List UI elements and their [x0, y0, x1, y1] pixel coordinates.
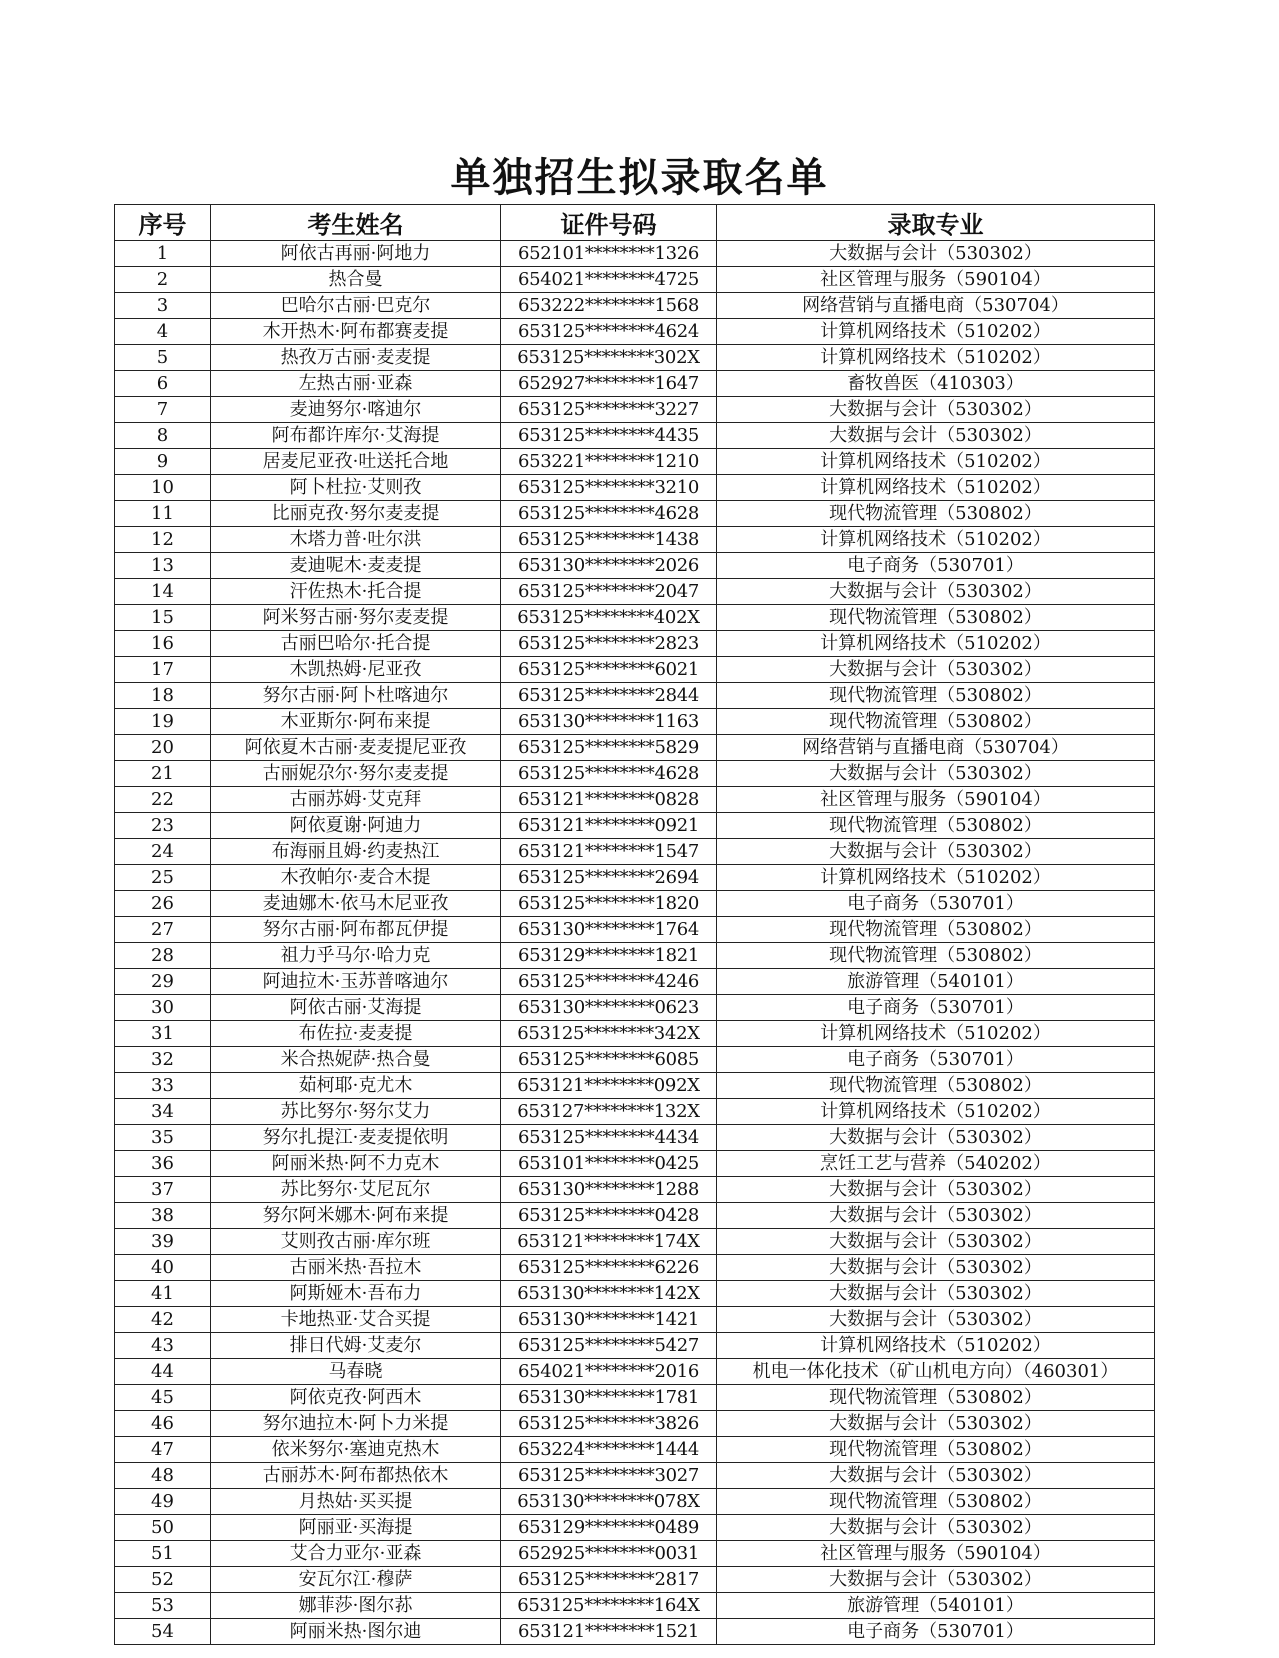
table-row — [115, 761, 1155, 787]
table-row — [115, 1073, 1155, 1099]
id-number-cell: 653125********4628 — [501, 501, 717, 527]
admitted-major-cell: 计算机网络技术（510202） — [717, 449, 1155, 475]
serial-number-cell: 34 — [115, 1099, 211, 1125]
table-row — [115, 1593, 1155, 1619]
table-row — [115, 345, 1155, 371]
table-row — [115, 1541, 1155, 1567]
admitted-major-cell: 计算机网络技术（510202） — [717, 527, 1155, 553]
serial-number-cell: 13 — [115, 553, 211, 579]
id-number-cell: 653130********078X — [501, 1489, 717, 1515]
serial-number-cell: 37 — [115, 1177, 211, 1203]
serial-number-cell: 52 — [115, 1567, 211, 1593]
table-row — [115, 293, 1155, 319]
id-number-cell: 652925********0031 — [501, 1541, 717, 1567]
candidate-name-cell: 木开热木·阿布都赛麦提 — [211, 319, 501, 345]
serial-number-cell: 31 — [115, 1021, 211, 1047]
admitted-major-cell: 大数据与会计（530302） — [717, 1567, 1155, 1593]
serial-number-cell: 25 — [115, 865, 211, 891]
header-candidate-name: 考生姓名 — [211, 205, 501, 241]
candidate-name-cell: 木亚斯尔·阿布来提 — [211, 709, 501, 735]
candidate-name-cell: 阿斯娅木·吾布力 — [211, 1281, 501, 1307]
admitted-major-cell: 大数据与会计（530302） — [717, 241, 1155, 267]
serial-number-cell: 40 — [115, 1255, 211, 1281]
id-number-cell: 653130********0623 — [501, 995, 717, 1021]
candidate-name-cell: 木凯热姆·尼亚孜 — [211, 657, 501, 683]
table-row — [115, 787, 1155, 813]
header-id-number: 证件号码 — [501, 205, 717, 241]
admitted-major-cell: 现代物流管理（530802） — [717, 683, 1155, 709]
candidate-name-cell: 米合热妮萨·热合曼 — [211, 1047, 501, 1073]
candidate-name-cell: 比丽克孜·努尔麦麦提 — [211, 501, 501, 527]
id-number-cell: 653121********092X — [501, 1073, 717, 1099]
admitted-major-cell: 大数据与会计（530302） — [717, 1411, 1155, 1437]
admitted-major-cell: 机电一体化技术（矿山机电方向）（460301） — [717, 1359, 1155, 1385]
table-row — [115, 501, 1155, 527]
id-number-cell: 653125********3210 — [501, 475, 717, 501]
header-admitted-major: 录取专业 — [717, 205, 1155, 241]
id-number-cell: 653130********1288 — [501, 1177, 717, 1203]
table-row — [115, 1021, 1155, 1047]
serial-number-cell: 24 — [115, 839, 211, 865]
candidate-name-cell: 热孜万古丽·麦麦提 — [211, 345, 501, 371]
id-number-cell: 653125********2047 — [501, 579, 717, 605]
id-number-cell: 654021********2016 — [501, 1359, 717, 1385]
table-row — [115, 813, 1155, 839]
admitted-major-cell: 大数据与会计（530302） — [717, 1307, 1155, 1333]
table-row — [115, 475, 1155, 501]
candidate-name-cell: 阿依夏木古丽·麦麦提尼亚孜 — [211, 735, 501, 761]
table-row — [115, 1515, 1155, 1541]
table-row — [115, 449, 1155, 475]
candidate-name-cell: 麦迪努尔·喀迪尔 — [211, 397, 501, 423]
id-number-cell: 653125********164X — [501, 1593, 717, 1619]
id-number-cell: 653125********2694 — [501, 865, 717, 891]
table-row — [115, 1385, 1155, 1411]
candidate-name-cell: 巴哈尔古丽·巴克尔 — [211, 293, 501, 319]
serial-number-cell: 16 — [115, 631, 211, 657]
serial-number-cell: 18 — [115, 683, 211, 709]
candidate-name-cell: 古丽巴哈尔·托合提 — [211, 631, 501, 657]
candidate-name-cell: 古丽苏姆·艾克拜 — [211, 787, 501, 813]
admitted-major-cell: 大数据与会计（530302） — [717, 1125, 1155, 1151]
id-number-cell: 653130********1764 — [501, 917, 717, 943]
id-number-cell: 653121********0921 — [501, 813, 717, 839]
table-body — [115, 241, 1155, 1645]
id-number-cell: 653125********3027 — [501, 1463, 717, 1489]
candidate-name-cell: 汗佐热木·托合提 — [211, 579, 501, 605]
id-number-cell: 653101********0425 — [501, 1151, 717, 1177]
candidate-name-cell: 热合曼 — [211, 267, 501, 293]
candidate-name-cell: 祖力乎马尔·哈力克 — [211, 943, 501, 969]
table-row — [115, 1229, 1155, 1255]
id-number-cell: 653130********2026 — [501, 553, 717, 579]
id-number-cell: 653125********6021 — [501, 657, 717, 683]
table-row — [115, 605, 1155, 631]
admitted-major-cell: 计算机网络技术（510202） — [717, 1333, 1155, 1359]
table-row — [115, 917, 1155, 943]
id-number-cell: 653125********4435 — [501, 423, 717, 449]
candidate-name-cell: 月热姑·买买提 — [211, 1489, 501, 1515]
admitted-major-cell: 现代物流管理（530802） — [717, 813, 1155, 839]
admitted-major-cell: 电子商务（530701） — [717, 553, 1155, 579]
id-number-cell: 653129********1821 — [501, 943, 717, 969]
table-row — [115, 241, 1155, 267]
serial-number-cell: 19 — [115, 709, 211, 735]
candidate-name-cell: 居麦尼亚孜·吐送托合地 — [211, 449, 501, 475]
serial-number-cell: 21 — [115, 761, 211, 787]
id-number-cell: 653125********6085 — [501, 1047, 717, 1073]
table-row — [115, 371, 1155, 397]
table-row — [115, 267, 1155, 293]
candidate-name-cell: 努尔扎提江·麦麦提依明 — [211, 1125, 501, 1151]
table-row — [115, 1255, 1155, 1281]
table-row — [115, 683, 1155, 709]
id-number-cell: 653125********3227 — [501, 397, 717, 423]
serial-number-cell: 39 — [115, 1229, 211, 1255]
serial-number-cell: 36 — [115, 1151, 211, 1177]
table-row — [115, 1489, 1155, 1515]
table-row — [115, 1411, 1155, 1437]
serial-number-cell: 42 — [115, 1307, 211, 1333]
candidate-name-cell: 古丽苏木·阿布都热依木 — [211, 1463, 501, 1489]
serial-number-cell: 15 — [115, 605, 211, 631]
document-title: 单独招生拟录取名单 — [450, 155, 829, 201]
serial-number-cell: 29 — [115, 969, 211, 995]
serial-number-cell: 3 — [115, 293, 211, 319]
serial-number-cell: 53 — [115, 1593, 211, 1619]
candidate-name-cell: 木孜帕尔·麦合木提 — [211, 865, 501, 891]
serial-number-cell: 41 — [115, 1281, 211, 1307]
id-number-cell: 653125********3826 — [501, 1411, 717, 1437]
table-row — [115, 1567, 1155, 1593]
candidate-name-cell: 阿迪拉木·玉苏普喀迪尔 — [211, 969, 501, 995]
serial-number-cell: 43 — [115, 1333, 211, 1359]
candidate-name-cell: 努尔古丽·阿布都瓦伊提 — [211, 917, 501, 943]
table-header-row — [115, 205, 1155, 241]
id-number-cell: 653125********2817 — [501, 1567, 717, 1593]
admitted-major-cell: 计算机网络技术（510202） — [717, 631, 1155, 657]
admitted-major-cell: 现代物流管理（530802） — [717, 605, 1155, 631]
serial-number-cell: 5 — [115, 345, 211, 371]
id-number-cell: 653125********302X — [501, 345, 717, 371]
candidate-name-cell: 左热古丽·亚森 — [211, 371, 501, 397]
table-row — [115, 1125, 1155, 1151]
table-row — [115, 1047, 1155, 1073]
serial-number-cell: 1 — [115, 241, 211, 267]
admitted-major-cell: 大数据与会计（530302） — [717, 1177, 1155, 1203]
table-row — [115, 1619, 1155, 1645]
serial-number-cell: 12 — [115, 527, 211, 553]
admitted-major-cell: 烹饪工艺与营养（540202） — [717, 1151, 1155, 1177]
candidate-name-cell: 艾合力亚尔·亚森 — [211, 1541, 501, 1567]
id-number-cell: 653125********4246 — [501, 969, 717, 995]
candidate-name-cell: 努尔阿米娜木·阿布来提 — [211, 1203, 501, 1229]
serial-number-cell: 27 — [115, 917, 211, 943]
id-number-cell: 653125********1820 — [501, 891, 717, 917]
table-row — [115, 1463, 1155, 1489]
serial-number-cell: 20 — [115, 735, 211, 761]
admitted-major-cell: 网络营销与直播电商（530704） — [717, 735, 1155, 761]
serial-number-cell: 35 — [115, 1125, 211, 1151]
id-number-cell: 653121********1521 — [501, 1619, 717, 1645]
admitted-major-cell: 旅游管理（540101） — [717, 969, 1155, 995]
id-number-cell: 653121********0828 — [501, 787, 717, 813]
candidate-name-cell: 马春晓 — [211, 1359, 501, 1385]
id-number-cell: 653125********5427 — [501, 1333, 717, 1359]
serial-number-cell: 33 — [115, 1073, 211, 1099]
serial-number-cell: 32 — [115, 1047, 211, 1073]
table-row — [115, 1359, 1155, 1385]
admitted-major-cell: 计算机网络技术（510202） — [717, 1021, 1155, 1047]
candidate-name-cell: 阿卜杜拉·艾则孜 — [211, 475, 501, 501]
id-number-cell: 653224********1444 — [501, 1437, 717, 1463]
table-row — [115, 657, 1155, 683]
table-row — [115, 709, 1155, 735]
table-row — [115, 839, 1155, 865]
serial-number-cell: 9 — [115, 449, 211, 475]
admitted-major-cell: 大数据与会计（530302） — [717, 1281, 1155, 1307]
admitted-major-cell: 社区管理与服务（590104） — [717, 787, 1155, 813]
id-number-cell: 653125********5829 — [501, 735, 717, 761]
id-number-cell: 653130********1781 — [501, 1385, 717, 1411]
id-number-cell: 653125********0428 — [501, 1203, 717, 1229]
candidate-name-cell: 安瓦尔江·穆萨 — [211, 1567, 501, 1593]
serial-number-cell: 47 — [115, 1437, 211, 1463]
admitted-major-cell: 计算机网络技术（510202） — [717, 865, 1155, 891]
table-row — [115, 1333, 1155, 1359]
id-number-cell: 653222********1568 — [501, 293, 717, 319]
serial-number-cell: 4 — [115, 319, 211, 345]
table-row — [115, 891, 1155, 917]
admitted-major-cell: 大数据与会计（530302） — [717, 1463, 1155, 1489]
admitted-major-cell: 计算机网络技术（510202） — [717, 345, 1155, 371]
candidate-name-cell: 古丽米热·吾拉木 — [211, 1255, 501, 1281]
serial-number-cell: 17 — [115, 657, 211, 683]
serial-number-cell: 23 — [115, 813, 211, 839]
serial-number-cell: 51 — [115, 1541, 211, 1567]
admission-table — [114, 204, 1155, 1645]
id-number-cell: 653125********6226 — [501, 1255, 717, 1281]
candidate-name-cell: 排日代姆·艾麦尔 — [211, 1333, 501, 1359]
admitted-major-cell: 大数据与会计（530302） — [717, 657, 1155, 683]
serial-number-cell: 10 — [115, 475, 211, 501]
candidate-name-cell: 茹柯耶·克尤木 — [211, 1073, 501, 1099]
candidate-name-cell: 阿丽米热·阿不力克木 — [211, 1151, 501, 1177]
id-number-cell: 653125********4628 — [501, 761, 717, 787]
admitted-major-cell: 现代物流管理（530802） — [717, 917, 1155, 943]
admitted-major-cell: 大数据与会计（530302） — [717, 579, 1155, 605]
admitted-major-cell: 现代物流管理（530802） — [717, 709, 1155, 735]
admitted-major-cell: 旅游管理（540101） — [717, 1593, 1155, 1619]
admitted-major-cell: 大数据与会计（530302） — [717, 1203, 1155, 1229]
serial-number-cell: 6 — [115, 371, 211, 397]
serial-number-cell: 49 — [115, 1489, 211, 1515]
candidate-name-cell: 木塔力普·吐尔洪 — [211, 527, 501, 553]
candidate-name-cell: 苏比努尔·艾尼瓦尔 — [211, 1177, 501, 1203]
candidate-name-cell: 阿依古丽·艾海提 — [211, 995, 501, 1021]
admitted-major-cell: 现代物流管理（530802） — [717, 943, 1155, 969]
id-number-cell: 653125********2844 — [501, 683, 717, 709]
admitted-major-cell: 现代物流管理（530802） — [717, 1437, 1155, 1463]
admitted-major-cell: 计算机网络技术（510202） — [717, 1099, 1155, 1125]
table-row — [115, 397, 1155, 423]
id-number-cell: 652101********1326 — [501, 241, 717, 267]
admitted-major-cell: 现代物流管理（530802） — [717, 1073, 1155, 1099]
id-number-cell: 653125********4624 — [501, 319, 717, 345]
serial-number-cell: 14 — [115, 579, 211, 605]
serial-number-cell: 30 — [115, 995, 211, 1021]
serial-number-cell: 26 — [115, 891, 211, 917]
table-row — [115, 1151, 1155, 1177]
admitted-major-cell: 电子商务（530701） — [717, 1619, 1155, 1645]
admitted-major-cell: 大数据与会计（530302） — [717, 761, 1155, 787]
candidate-name-cell: 阿丽亚·买海提 — [211, 1515, 501, 1541]
id-number-cell: 653125********2823 — [501, 631, 717, 657]
serial-number-cell: 50 — [115, 1515, 211, 1541]
serial-number-cell: 28 — [115, 943, 211, 969]
serial-number-cell: 54 — [115, 1619, 211, 1645]
admitted-major-cell: 电子商务（530701） — [717, 1047, 1155, 1073]
id-number-cell: 653127********132X — [501, 1099, 717, 1125]
candidate-name-cell: 努尔古丽·阿卜杜喀迪尔 — [211, 683, 501, 709]
table-row — [115, 1177, 1155, 1203]
id-number-cell: 653125********1438 — [501, 527, 717, 553]
candidate-name-cell: 阿依夏谢·阿迪力 — [211, 813, 501, 839]
candidate-name-cell: 努尔迪拉木·阿卜力米提 — [211, 1411, 501, 1437]
header-serial-number: 序号 — [115, 205, 211, 241]
admitted-major-cell: 大数据与会计（530302） — [717, 397, 1155, 423]
table-row — [115, 995, 1155, 1021]
admitted-major-cell: 大数据与会计（530302） — [717, 1229, 1155, 1255]
id-number-cell: 654021********4725 — [501, 267, 717, 293]
candidate-name-cell: 依米努尔·塞迪克热木 — [211, 1437, 501, 1463]
table-row — [115, 735, 1155, 761]
id-number-cell: 653130********1163 — [501, 709, 717, 735]
serial-number-cell: 2 — [115, 267, 211, 293]
admitted-major-cell: 电子商务（530701） — [717, 891, 1155, 917]
admitted-major-cell: 现代物流管理（530802） — [717, 1385, 1155, 1411]
admitted-major-cell: 计算机网络技术（510202） — [717, 319, 1155, 345]
id-number-cell: 653130********1421 — [501, 1307, 717, 1333]
table-row — [115, 423, 1155, 449]
candidate-name-cell: 艾则孜古丽·库尔班 — [211, 1229, 501, 1255]
candidate-name-cell: 阿丽米热·图尔迪 — [211, 1619, 501, 1645]
candidate-name-cell: 麦迪呢木·麦麦提 — [211, 553, 501, 579]
candidate-name-cell: 苏比努尔·努尔艾力 — [211, 1099, 501, 1125]
admitted-major-cell: 大数据与会计（530302） — [717, 423, 1155, 449]
table-row — [115, 553, 1155, 579]
admitted-major-cell: 社区管理与服务（590104） — [717, 267, 1155, 293]
admitted-major-cell: 大数据与会计（530302） — [717, 839, 1155, 865]
candidate-name-cell: 阿依克孜·阿西木 — [211, 1385, 501, 1411]
candidate-name-cell: 阿依古再丽·阿地力 — [211, 241, 501, 267]
table-row — [115, 1203, 1155, 1229]
serial-number-cell: 22 — [115, 787, 211, 813]
table-row — [115, 969, 1155, 995]
table-row — [115, 631, 1155, 657]
candidate-name-cell: 麦迪娜木·依马木尼亚孜 — [211, 891, 501, 917]
admitted-major-cell: 计算机网络技术（510202） — [717, 475, 1155, 501]
serial-number-cell: 45 — [115, 1385, 211, 1411]
admitted-major-cell: 网络营销与直播电商（530704） — [717, 293, 1155, 319]
table-row — [115, 1099, 1155, 1125]
table-row — [115, 1307, 1155, 1333]
serial-number-cell: 8 — [115, 423, 211, 449]
table-row — [115, 1281, 1155, 1307]
id-number-cell: 653130********142X — [501, 1281, 717, 1307]
admitted-major-cell: 社区管理与服务（590104） — [717, 1541, 1155, 1567]
candidate-name-cell: 阿布都许库尔·艾海提 — [211, 423, 501, 449]
id-number-cell: 653121********1547 — [501, 839, 717, 865]
candidate-name-cell: 卡地热亚·艾合买提 — [211, 1307, 501, 1333]
admitted-major-cell: 大数据与会计（530302） — [717, 1515, 1155, 1541]
admitted-major-cell: 现代物流管理（530802） — [717, 1489, 1155, 1515]
table-row — [115, 319, 1155, 345]
candidate-name-cell: 古丽妮尕尔·努尔麦麦提 — [211, 761, 501, 787]
id-number-cell: 652927********1647 — [501, 371, 717, 397]
candidate-name-cell: 阿米努古丽·努尔麦麦提 — [211, 605, 501, 631]
id-number-cell: 653221********1210 — [501, 449, 717, 475]
serial-number-cell: 46 — [115, 1411, 211, 1437]
serial-number-cell: 7 — [115, 397, 211, 423]
serial-number-cell: 48 — [115, 1463, 211, 1489]
id-number-cell: 653125********402X — [501, 605, 717, 631]
serial-number-cell: 38 — [115, 1203, 211, 1229]
admitted-major-cell: 大数据与会计（530302） — [717, 1255, 1155, 1281]
id-number-cell: 653125********4434 — [501, 1125, 717, 1151]
table-row — [115, 1437, 1155, 1463]
table-row — [115, 579, 1155, 605]
candidate-name-cell: 布佐拉·麦麦提 — [211, 1021, 501, 1047]
candidate-name-cell: 布海丽且姆·约麦热江 — [211, 839, 501, 865]
candidate-name-cell: 娜菲莎·图尔荪 — [211, 1593, 501, 1619]
table-row — [115, 865, 1155, 891]
table-row — [115, 943, 1155, 969]
id-number-cell: 653121********174X — [501, 1229, 717, 1255]
serial-number-cell: 44 — [115, 1359, 211, 1385]
id-number-cell: 653129********0489 — [501, 1515, 717, 1541]
admitted-major-cell: 畜牧兽医（410303） — [717, 371, 1155, 397]
serial-number-cell: 11 — [115, 501, 211, 527]
admitted-major-cell: 现代物流管理（530802） — [717, 501, 1155, 527]
table-row — [115, 527, 1155, 553]
id-number-cell: 653125********342X — [501, 1021, 717, 1047]
admitted-major-cell: 电子商务（530701） — [717, 995, 1155, 1021]
